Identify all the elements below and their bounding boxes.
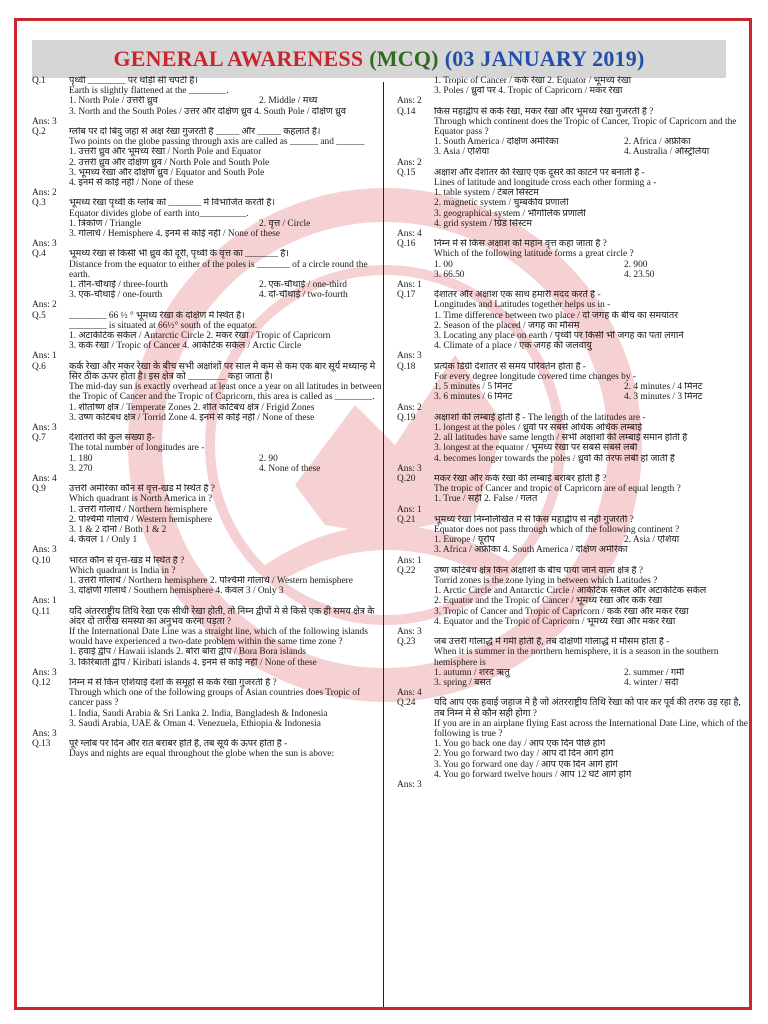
answer-label: Ans: 4 [32,473,57,484]
question-number: Q.7 [32,433,46,444]
question-line: 1. उत्तरी गोलार्ध / Northern hemisphere [69,504,208,515]
question-block [32,362,386,433]
question-line: उष्ण कटिबंध क्षेत्र किन अक्षांशों के बीच पाया जाने वाला क्षेत्र है ? [434,565,643,576]
question-line: Equator does not pass through which of the following continent ? [434,524,680,535]
question-block [32,607,386,678]
option-item: 4. None of these [259,463,321,474]
question-body [434,239,751,280]
question-block [397,515,751,566]
question-line: Days and nights are equal throughout the globe when the sun is above: [69,749,335,760]
question-text: यदि अंतरराष्ट्रीय तिथि रेखा एक सीधी रेखा होती, तो निम्न द्वीपों मे से किसे एक ही समय क्षेत्र के अंदर दो तारीख समस्या का अनुभव करना पड़ता ? [69,606,375,627]
question-line: 4. Climate of a place / एक जगह की जलवायु [434,341,592,352]
question-number: Q.14 [397,106,416,117]
question-line: 2. उत्तरी ध्रुव और दक्षिण ध्रुव / North Pole and South Pole [69,157,270,168]
question-number: Q.17 [397,290,416,301]
question-text: Through which continent does the Tropic of Cancer, Tropic of Capricorn and the Equator pass ? [434,116,737,138]
option-item: 2. वृत्त / Circle [259,218,311,229]
question-line: किस महाद्वीप से कर्क रेखा, मकर रेखा और भूमध्य रेखा गुजरती है ? [434,106,654,117]
question-block [32,739,386,759]
question-number: Q.1 [32,76,46,86]
option-row [434,382,751,392]
question-line: 1. शीतोष्ण क्षेत्र / Temperate Zones 2. शीत कटिबंध क्षेत्र / Frigid Zones [69,402,315,413]
question-block [32,127,386,198]
question-body [434,76,751,96]
question-line: 3. उष्ण कटिबंध क्षेत्र / Torrid Zone 4. इनमे से कोई नहीं / None of these [69,412,315,423]
option-row [434,392,751,402]
question-line: 3. North and the South Poles / उत्तर और दक्षिण ध्रुव 4. South Pole / दक्षिण ध्रुव [69,106,347,117]
option-item: 2. Asia / एशिया [624,535,680,546]
question-line: 3. गोलार्ध / Hemisphere 4. इनमे से कोई नहीं / None of these [69,229,280,240]
answer-label: Ans: 1 [397,555,422,566]
question-block [397,168,751,239]
question-line: ________ 66 ½ ° भूमध्य रेखा के दक्षिण मे स्थित है। [69,310,245,321]
option-item: 1. Europe / यूरोप [434,535,495,546]
question-body [69,433,386,474]
answer-label: Ans: 1 [32,596,57,607]
question-number: Q.20 [397,473,416,484]
question-line: 4. You go forward twelve hours / आप 12 घंटे आगे होंगे [434,769,632,780]
question-body [69,76,386,117]
question-line: 1. India, Saudi Arabia & Sri Lanka 2. India, Bangladesh & Indonesia [69,708,328,719]
question-line: निम्न मे से किन एशियाई देशों के समूहों से कर्क रेखा गुजरती है ? [69,677,277,688]
question-block [397,107,751,168]
question-text: कर्क रेखा और मकर रेखा के बीच सभी अक्षांशों पर साल मे कम से कम एक बार सूर्य मध्यान्ह मे सिर ठीक ऊपर होता है। इस क्षेत्र को ________ कहा जाता है। [69,361,376,382]
question-number: Q.4 [32,249,46,260]
answer-label: Ans: 3 [397,351,422,362]
question-number: Q.9 [32,484,46,495]
option-item: 1. North Pole / उत्तरी ध्रुव [69,96,158,107]
option-item: 4. 23.50 [624,269,655,280]
option-item: 3. Asia / एशिया [434,147,490,158]
option-item: 2. 900 [624,259,648,270]
option-row [434,668,751,678]
question-line: Equator divides globe of earth into__________. [69,208,249,219]
question-line: 1. उत्तरी गोलार्ध / Northern hemisphere 2. पश्चिमी गोलार्ध / Western hemisphere [69,575,353,586]
question-line: 1. table system / टेबल सिस्टम [434,188,539,199]
answer-label: Ans: 1 [397,280,422,291]
answer-label: Ans: 3 [32,667,57,678]
question-block [32,311,386,362]
question-number: Q.11 [32,606,51,617]
option-item: 3. 6 minutes / 6 मिनट [434,392,513,403]
answer-label: Ans: 2 [397,402,422,413]
option-row [69,280,386,290]
answer-label: Ans: 2 [397,157,422,168]
question-line: 1. True / सही 2. False / गलत [434,494,538,505]
question-body [434,290,751,351]
question-body [434,168,751,229]
question-line: 2. all latitudes have same length / सभी अक्षांशों की लम्बाई समान होती है [434,433,688,444]
option-item: 3. 66.50 [434,269,465,280]
answer-label: Ans: 3 [397,463,422,474]
question-body [434,698,751,780]
question-block [397,239,751,290]
question-line: 3. दक्षिणी गोलार्ध / Southern hemisphere 4. केवल 3 / Only 3 [69,586,284,597]
question-number: Q.22 [397,565,416,576]
question-block [32,433,386,484]
question-line: 3. Locating any place on earth / पृथ्वी पर किसी भी जगह का पता लगाने [434,331,684,342]
option-item: 4. winter / सर्दी [624,677,679,688]
question-block [397,290,751,361]
question-line: जब उत्तरी गोलार्द्ध मे गर्मी होती है, तब दक्षिणी गोलार्द्ध मे मौसम होता है - [434,637,670,648]
question-line: Lines of latitude and longitude cross each other forming a - [434,178,657,189]
question-number: Q.19 [397,412,416,423]
question-line: ________ is situated at 66½° south of the equator. [69,320,258,331]
question-block [32,249,386,310]
question-number: Q.24 [397,698,416,709]
answer-label: Ans: 1 [32,351,57,362]
question-body [434,474,751,505]
question-line: 3. longest at the equator / भूमध्य रेखा पर सबसे सबसे लंबी [434,443,638,454]
option-row [434,535,751,545]
question-body [69,739,386,759]
question-number: Q.16 [397,239,416,250]
question-line: Which quadrant is India in ? [69,565,176,576]
title-date: (03 JANUARY 2019) [444,46,645,71]
question-body [434,362,751,403]
option-item: 1. त्रिकोण / Triangle [69,218,142,229]
option-item: 2. Middle / मध्य [259,96,318,107]
question-line: पूरे ग्लोब पर दिन और रात बराबर होते है, तब सूर्य के ऊपर होता है - [69,739,288,750]
question-body [69,678,386,729]
question-number: Q.15 [397,167,416,178]
option-row [69,464,386,474]
question-line: 1. Time difference between two place / दो जगह के बीच का समयांतर [434,310,679,321]
answer-label: Ans: 3 [32,545,57,556]
question-body [69,607,386,668]
question-line: 3. किरिबाती द्वीप / Kiribati islands 4. इनमे से कोई नहीं / None of these [69,657,317,668]
question-line: 1. उत्तरी ध्रुव और भूमध्य रेखा / North Pole and Equator [69,147,262,158]
question-number: Q.23 [397,637,416,648]
option-item: 3. 270 [69,463,93,474]
option-item: 4. 3 minutes / 3 मिनट [624,392,703,403]
option-item: 4. Australia / ऑस्ट्रेलिया [624,147,710,158]
option-item: 1. तीन-चौथाई / three-fourth [69,280,168,291]
question-block [32,484,386,555]
question-body [69,362,386,423]
question-line: Which of the following latitude forms a great circle ? [434,249,634,260]
question-number: Q.10 [32,555,51,566]
question-number: Q.13 [32,739,51,750]
question-line: उत्तरी अमेरिका कौन से वृत्त-खंड मे स्थित है ? [69,484,215,495]
question-line: 3. Tropic of Cancer and Tropic of Capricorn / कर्क रेखा और मकर रेखा [434,606,689,617]
question-line: 2. Equator and the Tropic of Cancer / भूमध्य रेखा और कर्क रेखा [434,596,663,607]
title-type: (MCQ) [369,46,439,71]
option-item: 1. autumn / शरद ऋतु [434,667,510,678]
option-item: 2. summer / गर्मी [624,667,685,678]
question-line: 3. Africa / अफ्रीका 4. South America / दक्षिण अमेरिका [434,545,628,556]
question-block [32,76,386,127]
question-line: Which quadrant is North America in ? [69,494,213,505]
question-line: अक्षांशों की लम्बाई होती है - The length of the latitudes are - [434,412,646,423]
question-block [397,76,751,107]
answer-label: Ans: 3 [32,239,57,250]
question-body [434,515,751,556]
question-line: Torrid zones is the zone lying in between which Latitudes ? [434,575,658,586]
question-block [32,678,386,739]
question-number: Q.6 [32,361,46,372]
question-body [69,311,386,352]
question-line: 4. केवल 1 / Only 1 [69,535,138,546]
question-line: भूमध्य रेखा पृथ्वी के ग्लोब को _______ मे विभाजित करती है। [69,198,275,209]
option-row [434,270,751,280]
question-text: Distance from the equator to either of the poles is _______ of a circle round the earth. [69,259,368,280]
question-line: 2. magnetic system / चुम्बकीय प्रणाली [434,198,569,209]
option-item: 2. एक-चौथाई / one-third [259,280,347,291]
question-line: 3. You go forward one day / आप एक दिन आगे होंगे [434,759,618,770]
answer-label: Ans: 3 [32,422,57,433]
option-item: 3. एक-चौथाई / one-fourth [69,290,163,301]
question-body [69,249,386,300]
question-line: भूमध्य रेखा निम्नलिखित मे से किस महाद्वीप से नहीं गुजरती ? [434,514,634,525]
option-item: 1. South America / दक्षिण अमेरिका [434,137,559,148]
question-text: If you are in an airplane flying East across the International Date Line, which of the following is true ? [434,718,748,739]
question-line: 1. अंटार्कटिक सर्कल / Antarctic Circle 2. मकर रेखा / Tropic of Capricorn [69,331,331,342]
answer-label: Ans: 3 [32,116,57,127]
question-text: The mid-day sun is exactly overhead at least once a year on all latitudes in between the Tropic of Cancer and the Tropic of Capricorn, this area is called as ________. [69,382,382,403]
question-line: प्रत्येक डिग्री देशांतर से समय परिवर्तन होता है - [434,361,586,372]
answer-label: Ans: 2 [32,300,57,311]
question-body [69,127,386,188]
answer-label: Ans: 3 [397,780,422,791]
question-line: पृथ्वी ________ पर थोड़ी सी चपटी है। [69,76,198,86]
question-line: 3. Poles / ध्रुवों पर 4. Tropic of Capricorn / मकर रेखा [434,86,623,97]
option-row [434,260,751,270]
option-row [434,147,751,157]
question-line: 2. You go forward two day / आप दो दिन आगे होंगे [434,749,614,760]
question-line: निम्न मे से किस अक्षांश को महान वृत्त कहा जाता है ? [434,239,607,250]
option-item: 4. दो-चौथाई / two-fourth [259,290,348,301]
option-item: 1. 00 [434,259,453,270]
question-body [434,566,751,627]
option-item: 2. Africa / अफ्रीका [624,137,691,148]
question-body [434,637,751,688]
option-row [434,678,751,688]
answer-label: Ans: 3 [32,729,57,739]
question-line: 4. Equator and the Tropic of Capricorn / भूमध्य रेखा और मकर रेखा [434,616,676,627]
question-line: The total number of longitudes are - [69,443,205,454]
question-line: Earth is slightly flattened at the ________. [69,86,229,97]
question-line: 4. grid system / ग्रिड सिस्टम [434,218,532,229]
question-line: For every degree longitude covered time changes by - [434,371,637,382]
answer-label: Ans: 2 [32,188,57,199]
question-line: 1. You go back one day / आप एक दिन पीछे होंगे [434,739,606,750]
option-item: 1. 5 minutes / 5 मिनट [434,382,513,393]
question-line: 3. कर्क रेखा / Tropic of Cancer 4. आर्कटिक सर्कल / Arctic Circle [69,341,302,352]
option-row [69,290,386,300]
question-line: 1. longest at the poles / ध्रुवों पर सबसे अधिक अधिक लम्बाई [434,422,643,433]
question-block [397,637,751,698]
answer-label: Ans: 2 [397,96,422,107]
question-block [397,362,751,413]
question-text: Two points on the globe passing through axis are called as ______ and ______ [69,137,365,148]
question-number: Q.18 [397,361,416,372]
question-line: 3. geographical system / भौगोलिक प्रणाली [434,208,586,219]
question-text: यदि आप एक हवाई जहाज मे है जो अंतरराष्ट्रीय तिथि रेखा को पार कर पूर्व की तरफ उड़ रहा है, तब निम्न मे से कौन सही होगा ? [434,698,741,719]
question-line: मकर रेखा और कर्क रेखा की लम्बाई बराबर होती है ? [434,473,607,484]
question-line: ग्लोब पर दो बिंदु जहां से अक्ष रेखा गुजरती है _____ और _____ कहलाते है। [69,127,321,138]
answer-label: Ans: 4 [397,229,422,240]
question-block [32,198,386,249]
question-number: Q.21 [397,514,416,525]
question-line: देशांतर और अक्षांश एक साथ हमारी मदद करते है - [434,290,601,301]
question-line: 1. Tropic of Cancer / कर्क रेखा 2. Equator / भूमध्य रेखा [434,76,631,86]
question-line: 2. Season of the placed / जगह का मौसम [434,320,580,331]
answer-label: Ans: 3 [397,626,422,637]
right-question-column [397,76,751,790]
question-body [434,107,751,158]
question-body [69,556,386,597]
question-number: Q.5 [32,310,46,321]
question-block [32,556,386,607]
question-line: 3. 1 & 2 दोनों / Both 1 & 2 [69,524,167,535]
question-block [397,566,751,637]
question-line: 3. भूमध्य रेखा और दक्षिण ध्रुव / Equator and South Pole [69,167,265,178]
option-row [69,219,386,229]
left-question-column [32,76,386,760]
question-line: The tropic of Cancer and tropic of Capricorn are of equal length ? [434,484,681,495]
question-body [434,413,751,464]
option-item: 2. 90 [259,453,278,464]
question-line: 3. Saudi Arabia, UAE & Oman 4. Venezuela, Ethiopia & Indonesia [69,718,321,729]
answer-label: Ans: 4 [397,688,422,699]
question-line: Longitudes and Latitudes together helps us in - [434,300,611,311]
option-row [69,454,386,464]
question-block [397,474,751,515]
question-line: 1. हवाई द्वीप / Hawaii islands 2. बोरा बोरा द्वीप / Bora Bora islands [69,647,306,658]
question-line: 2. पश्चिमी गोलार्ध / Western hemisphere [69,514,213,525]
question-number: Q.2 [32,127,46,138]
option-item: 1. 180 [69,453,93,464]
option-row [434,137,751,147]
option-item: 3. spring / बसंत [434,677,492,688]
question-line: भारत कौन से वृत्त-खंड मे स्थित है ? [69,555,185,566]
question-number: Q.3 [32,198,46,209]
question-body [69,484,386,545]
option-row [69,96,386,106]
question-line: देशांतरों की कुल संख्या है- [69,433,155,444]
question-number [397,76,434,96]
question-line: अक्षांश और देशांतर की रेखाएं एक दूसरे को काटने पर बनाती है - [434,167,645,178]
question-text: If the International Date Line was a straight line, which of the following islands would have experienced a two-date problem within the same time zone ? [69,626,368,648]
option-item: 2. 4 minutes / 4 मिनट [624,382,703,393]
question-line: भूमध्य रेखा से किसी भी ध्रुव की दूरी, पृथ्वी के वृत्त का _______ है। [69,249,289,260]
title-subject: GENERAL AWARENESS [113,46,364,71]
question-block [397,698,751,790]
question-number: Q.12 [32,677,51,688]
question-line: 1. Arctic Circle and Antarctic Circle / आर्कटिक सर्कल और अंटार्कटिक सर्कल [434,586,707,597]
question-block [397,413,751,474]
question-text: When it is summer in the northern hemisphere, it is a season in the southern hemisphere is [434,647,719,668]
page-title [32,40,726,78]
question-text: Through which one of the following groups of Asian countries does Tropic of cancer pass ? [69,688,361,709]
question-line: 4. becomes longer towards the poles / ध्रुवों की तरफ लंबी हो जाती है [434,453,675,464]
question-line: 4. इनमे से कोई नहीं / None of these [69,178,194,189]
answer-label: Ans: 1 [397,504,422,515]
question-body [69,198,386,239]
